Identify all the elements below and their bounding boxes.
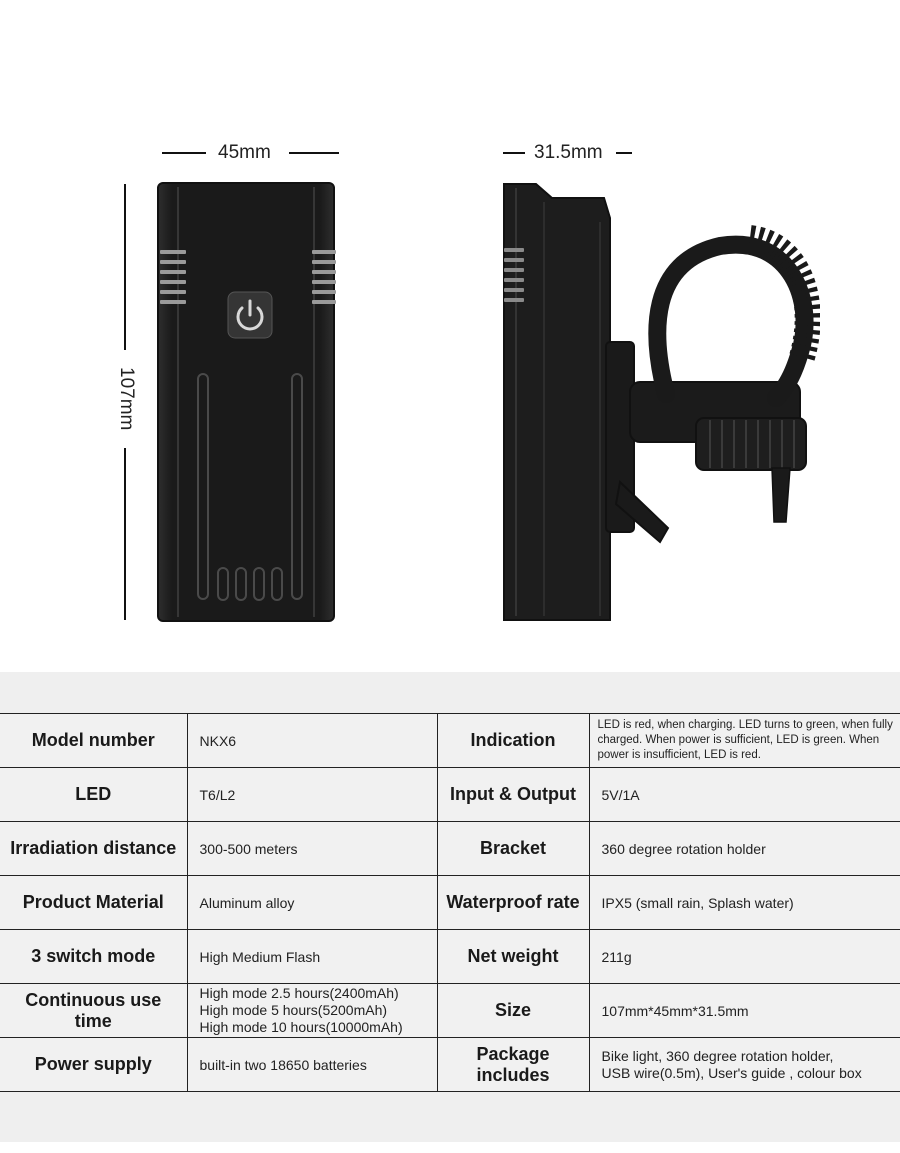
power-button-icon	[228, 292, 272, 338]
table-row	[0, 768, 900, 822]
spec-table	[0, 713, 900, 1092]
depth-dimension-label: 31.5mm	[534, 142, 603, 163]
continuous-use-line: High mode 10 hours(10000mAh)	[199, 1019, 403, 1035]
spec-value-size: 107mm*45mm*31.5mm	[589, 984, 900, 1038]
spec-value-bracket: 360 degree rotation holder	[589, 822, 900, 876]
continuous-use-line: High mode 2.5 hours(2400mAh)	[199, 985, 399, 1001]
spec-label-continuous-use: Continuous use time	[0, 984, 187, 1038]
spec-label-led: LED	[0, 768, 187, 822]
spec-label-waterproof: Waterproof rate	[437, 876, 589, 930]
spec-value-indication: LED is red, when charging. LED turns to green, when fully charged. When power is sufficient, LED is green. When power is insufficient, LED is red.	[589, 714, 900, 768]
table-row	[0, 876, 900, 930]
depth-dimension-line-left	[503, 152, 525, 154]
spec-label-input-output: Input & Output	[437, 768, 589, 822]
spec-label-model-number: Model number	[0, 714, 187, 768]
strap-tail	[772, 468, 790, 522]
height-dimension-line-top	[124, 184, 126, 350]
spec-value-net-weight: 211g	[589, 930, 900, 984]
spec-value-waterproof: IPX5 (small rain, Splash water)	[589, 876, 900, 930]
depth-dimension-line-right	[616, 152, 632, 154]
front-view	[156, 182, 338, 624]
spec-label-bracket: Bracket	[437, 822, 589, 876]
table-row	[0, 1038, 900, 1092]
height-dimension-label: 107mm	[116, 367, 137, 431]
spec-label-power-supply: Power supply	[0, 1038, 187, 1092]
spec-label-package: Package includes	[437, 1038, 589, 1092]
package-line: Bike light, 360 degree rotation holder,	[601, 1047, 834, 1064]
spec-value-continuous-use	[187, 984, 437, 1038]
spec-label-net-weight: Net weight	[437, 930, 589, 984]
spec-value-input-output: 5V/1A	[589, 768, 900, 822]
width-dimension-line-left	[162, 152, 206, 154]
spec-value-irradiation: 300-500 meters	[187, 822, 437, 876]
spec-value-model-number: NKX6	[187, 714, 437, 768]
spec-label-material: Product Material	[0, 876, 187, 930]
spec-value-switch-mode: High Medium Flash	[187, 930, 437, 984]
width-dimension-line-right	[289, 152, 339, 154]
height-dimension-line-bottom	[124, 448, 126, 620]
side-view	[500, 182, 820, 624]
spec-label-indication: Indication	[437, 714, 589, 768]
spec-value-led: T6/L2	[187, 768, 437, 822]
table-row	[0, 822, 900, 876]
table-row	[0, 714, 900, 768]
continuous-use-line: High mode 5 hours(5200mAh)	[199, 1002, 388, 1018]
spec-value-package	[589, 1038, 900, 1092]
package-line: USB wire(0.5m), User's guide , colour box	[601, 1064, 862, 1081]
spec-label-switch-mode: 3 switch mode	[0, 930, 187, 984]
spec-label-size: Size	[437, 984, 589, 1038]
table-row	[0, 984, 900, 1038]
table-row	[0, 930, 900, 984]
spec-value-power-supply: built-in two 18650 batteries	[187, 1038, 437, 1092]
spec-value-material: Aluminum alloy	[187, 876, 437, 930]
front-body	[158, 183, 334, 621]
spec-label-irradiation: Irradiation distance	[0, 822, 187, 876]
width-dimension-label: 45mm	[218, 142, 271, 163]
rotation-knob	[696, 418, 806, 470]
